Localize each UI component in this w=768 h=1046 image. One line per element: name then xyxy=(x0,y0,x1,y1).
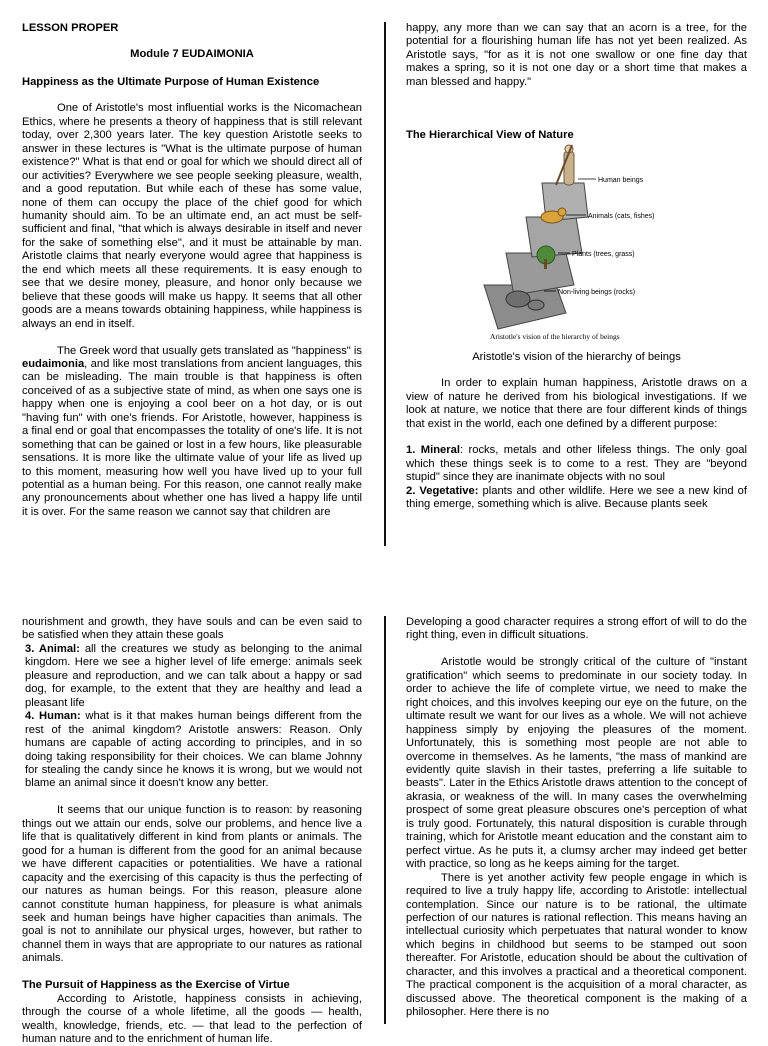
page-two-left-column xyxy=(22,616,362,1046)
page-one-right-column xyxy=(406,22,747,512)
eudaimonia-rest: , and like most translations from ancient languages, this can be misleading. The main trouble is that happiness is often conceived of as a subjective state of mind, as when one says one is happy when one is enjoying a cool beer on a hot day, or is out "having fun" with one's friends. For Aristotle, however, happiness is a final end or goal that encompasses the totality of one's life. It is not something that can be gained or lost in a few hours, like pleasurable sensations. It is more like the ultimate value of your life as lived up to this moment, measuring how well you have lived up to your full potential as a human being. For this reason, one cannot really make any pronouncements about whether one has lived a happy life until it is over. For the same reason we cannot say that children are xyxy=(22,357,362,518)
eudaimonia-term: eudaimonia xyxy=(22,357,85,370)
vegetative-label: 2. Vegetative: xyxy=(406,484,479,497)
paragraph-explain-hierarchy: In order to explain human happiness, Aristotle draws on a view of nature he derived from his biological investigations. If we look at nature, we notice that there are four different kinds of things that exist in the world, each one defined by a different purpose: xyxy=(406,377,747,430)
mineral-text: : rocks, metals and other lifeless things. The only goal which these things seek is to come to a rest. They are "beyond stupid" since they are inanimate objects with no soul xyxy=(406,444,747,484)
paragraph-contemplation: There is yet another activity few people engage in which is required to live a truly happy life, according to Aristotle: intellectual contemplation. Since our nature is to be rational, the ultimate perfection of our natures is rational reflection. This means having an intellectual curiosity which perpetuates that natural wonder to know which begins in childhood but seems to be stamped out soon thereafter. For Aristotle, education should be about the cultivation of character, and this involves a practical and a theoretical component. The practical component is the acquisition of a moral character, as discussed above. The theoretical component is the making of a philosopher. Here there is no xyxy=(406,871,747,1019)
lesson-proper-heading: LESSON PROPER xyxy=(22,22,119,34)
label-nonliving: Non-living beings (rocks) xyxy=(558,288,636,296)
hierarchy-staircase-illustration xyxy=(406,145,747,345)
label-plants: Plants (trees, grass) xyxy=(572,250,635,258)
page-gap xyxy=(0,548,768,612)
figure-caption: Aristotle's vision of the hierarchy of beings xyxy=(472,350,681,363)
paragraph-nourishment: nourishment and growth, they have souls and can be even said to be satisfied when they attain these goals xyxy=(22,616,362,642)
paragraph-eudaimonia xyxy=(22,345,362,520)
page-two xyxy=(0,612,768,1046)
list-item-vegetative xyxy=(406,485,747,512)
human-text: what is it that makes human beings different from the rest of the animal kingdom? Aristotle answers: Reason. Only humans are capable of acting according to principles, and in so doing taking responsibility for their choices. We can blame Johnny for stealing the candy since he knows it is wrong, but we would not blame an animal since it doesn't know any better. xyxy=(25,710,362,790)
cat-head xyxy=(558,208,566,216)
section-title-hierarchy: The Hierarchical View of Nature xyxy=(406,129,574,142)
mineral-label: 1. Mineral xyxy=(406,444,460,457)
vegetative-text: plants and other wildlife. Here we see a new kind of thing emerge, something which is alive. Because plants seek xyxy=(406,484,748,511)
paragraph-acorn: happy, any more than we can say that an acorn is a tree, for the potential for a flourishing human life has not yet been realized. As Aristotle says, "for as it is not one swallow or one fine day that makes a spring, so it is not one day or a short time that makes a man blessed and happy." xyxy=(406,22,747,88)
tree-trunk xyxy=(544,259,547,269)
animal-label: 3. Animal: xyxy=(25,642,80,655)
column-divider xyxy=(384,22,386,546)
label-human-beings: Human beings xyxy=(598,176,644,184)
human-figure xyxy=(564,151,574,185)
animal-text: all the creatures we study as belonging to the animal kingdom. Here we see a higher level of life emerge: animals seek pleasure and reproduction, and we can talk about a happy or sad dog, for example, to the extent that they are healthy and lead a pleasant life xyxy=(25,642,362,709)
list-item-human xyxy=(22,710,362,791)
paragraph-nicomachean: One of Aristotle's most influential works is the Nicomachean Ethics, where he presents a theory of happiness that is still relevant today, over 2,300 years later. The key question Aristotle seeks to answer in these lectures is "What is the ultimate purpose of human existence?" What is that end or goal for which we should direct all of our activities? Everywhere we see people seeking pleasure, wealth, and a good reputation. But while each of these has some value, none of them can occupy the place of the chief good for which humanity should aim. To be an ultimate end, an act must be self-sufficient and final, "that which is always desirable in itself and never for the sake of something else", and it must be attainable by man. Aristotle claims that nearly everyone would agree that happiness is the end which meets all these requirements. It is easy enough to see that we desire money, pleasure, and honor only because we believe that these goods will make us happy. It seems that all other goods are a means towards obtaining happiness, while happiness is always an end in itself. xyxy=(22,102,362,330)
section-title-virtue: The Pursuit of Happiness as the Exercise of Virtue xyxy=(22,979,290,992)
paragraph-reason: It seems that our unique function is to reason: by reasoning things out we attain our ends, solve our problems, and hence live a life that is qualitatively different in kind from plants or animals. The good for a human is different from the good for an animal because we have different capacities or potentialities. We have a rational capacity and the exercising of this capacity is thus the perfecting of our natures as human beings. For this reason, pleasure alone cannot constitute human happiness, for pleasure is what animals seek and human beings have higher capacities than animals. The goal is not to annihilate our physical urges, however, but rather to channel them in ways that are appropriate to our natures as rational animals. xyxy=(22,804,362,965)
list-item-animal xyxy=(22,643,362,710)
label-animals: Animals (cats, fishes) xyxy=(588,212,655,220)
page-two-right-column xyxy=(406,616,747,1020)
rock-shape xyxy=(506,291,530,307)
paragraph-character: Developing a good character requires a strong effort of will to do the right thing, even in difficult situations. xyxy=(406,616,747,642)
section-title-happiness: Happiness as the Ultimate Purpose of Human Existence xyxy=(22,75,320,88)
eudaimonia-intro: The Greek word that usually gets translated as "happiness" is xyxy=(57,344,362,357)
module-title: Module 7 EUDAIMONIA xyxy=(130,48,254,61)
page-one-left-column xyxy=(22,22,362,519)
list-item-mineral xyxy=(406,444,747,484)
hierarchy-figure xyxy=(406,145,747,345)
column-divider xyxy=(384,616,386,1024)
figure-inner-caption: Aristotle's vision of the hierarchy of beings xyxy=(490,331,620,341)
rock-shape xyxy=(528,300,544,310)
paragraph-instant-gratification: Aristotle would be strongly critical of the culture of "instant gratification" which seems to predominate in our society today. In order to achieve the life of complete virtue, we need to make the right choices, and this involves keeping our eye on the future, on the ultimate result we want for our lives as a whole. We will not achieve happiness simply by enjoying the pleasures of the moment. Unfortunately, this is something most people are not able to overcome in themselves. As he laments, "the mass of mankind are evidently quite slavish in their tastes, preferring a life suitable to beasts". Later in the Ethics Aristotle draws attention to the concept of akrasia, or weakness of the will. In many cases the overwhelming prospect of some great pleasure obscures one's perception of what is truly good. Fortunately, this natural disposition is curable through training, which for Aristotle meant education and the constant aim to perfect virtue. As he puts it, a clumsy archer may indeed get better with practice, so long as he keeps aiming for the target. xyxy=(406,656,747,871)
human-label: 4. Human: xyxy=(25,710,81,723)
paragraph-virtue: According to Aristotle, happiness consists in achieving, through the course of a whole lifetime, all the goods — health, wealth, knowledge, friends, etc. — that lead to the perfection of human nature and to the enrichment of human life. xyxy=(22,992,362,1046)
